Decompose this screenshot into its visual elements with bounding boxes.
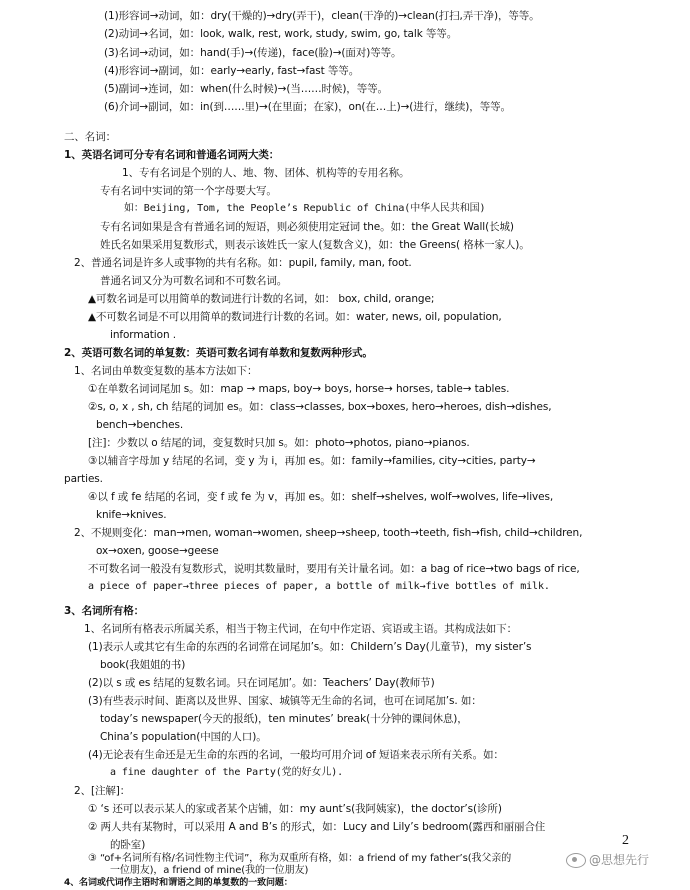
text-line: 不可数名词一般没有复数形式，说明其数量时，要用有关计量名词。如：a bag of rice→two bags of rice, — [88, 563, 580, 575]
watermark-text: @思想先行 — [589, 853, 650, 867]
text-line: 专有名词中实词的第一个字母要大写。 — [100, 185, 277, 197]
text-line: information . — [110, 329, 176, 341]
text-line: 的卧室) — [110, 839, 146, 851]
text-line: book(我姐姐的书) — [100, 659, 186, 671]
text-line: parties. — [64, 473, 103, 485]
page-number: 2 — [622, 833, 629, 848]
text-line: (4)形容词→副词，如：early→early, fast→fast 等等。 — [104, 65, 360, 77]
text-line: ①在单数名词词尾加 s。如：map → maps, boy→ boys, horse→ horses, table→ tables. — [88, 383, 510, 395]
text-line: bench→benches. — [96, 419, 184, 431]
text-line: 1、名词由单数变复数的基本方法如下： — [74, 365, 258, 377]
text-line: (1)表示人或其它有生命的东西的名词常在词尾加’s。如：Childern’s Day(儿童节)，my sister’s — [88, 641, 532, 653]
subsection-heading: 2、英语可数名词的单复数：英语可数名词有单数和复数两种形式。 — [64, 347, 373, 359]
text-line: ② 两人共有某物时，可以采用 A and B’s 的形式，如：Lucy and Lily’s bedroom(露西和丽丽合住 — [88, 821, 546, 833]
text-line: 专有名词如果是含有普通名词的短语，则必须使用定冠词 the。如：the Great Wall(长城) — [100, 221, 514, 233]
text-line: 2、[注解]： — [74, 785, 131, 797]
text-line: 姓氏名如果采用复数形式，则表示该姓氏一家人(复数含义)，如：the Greens( 格林一家人)。 — [100, 239, 530, 251]
subsection-heading: 4、名词或代词作主语时和谓语之间的单复数的一致问题： — [64, 878, 293, 888]
text-line: (4)无论表有生命还是无生命的东西的名词，一般均可用介词 of 短语来表示所有关系。如： — [88, 749, 504, 761]
watermark — [566, 851, 649, 868]
text-line: 1、专有名词是个别的人、地、物、团体、机构等的专用名称。 — [122, 167, 410, 179]
text-line: 2、普通名词是许多人或事物的共有名称。如：pupil, family, man, foot. — [74, 257, 412, 269]
section-heading: 二、名词： — [64, 131, 116, 143]
text-line: ③以辅音字母加 y 结尾的名词，变 y 为 i，再加 es。如：family→families, city→cities, party→ — [88, 455, 536, 467]
text-line: 1、名词所有格表示所属关系，相当于物主代词，在句中作定语、宾语或主语。其构成法如下： — [84, 623, 517, 635]
text-line: ④以 f 或 fe 结尾的名词，变 f 或 fe 为 v，再加 es。如：shelf→shelves, wolf→wolves, life→lives, — [88, 491, 554, 503]
text-line: ▲可数名词是可以用简单的数词进行计数的名词，如： box, child, orange; — [88, 293, 435, 305]
text-line: today’s newspaper(今天的报纸)，ten minutes’ break(十分钟的课间休息)， — [100, 713, 468, 725]
text-line: China’s population(中国的人口)。 — [100, 731, 267, 743]
text-line: [注]：少数以 o 结尾的词，变复数时只加 s。如：photo→photos, piano→pianos. — [88, 437, 470, 449]
text-line: ① ‘s 还可以表示某人的家或者某个店铺，如：my aunt’s(我阿姨家)，the doctor’s(诊所) — [88, 803, 502, 815]
text-line: (6)介词→副词，如：in(到……里)→(在里面；在家)，on(在…上)→(进行，继续)，等等。 — [104, 101, 511, 113]
text-line: ③ “of+名词所有格/名词性物主代词”，称为双重所有格，如：a friend of my father’s(我父亲的 — [88, 853, 512, 864]
text-line: (2)以 s 或 es 结尾的复数名词。只在词尾加’。如：Teachers’ Day(教师节) — [88, 677, 435, 689]
text-line: knife→knives. — [96, 509, 167, 521]
text-line: a fine daughter of the Party(党的好女儿). — [110, 767, 344, 778]
text-line: (2)动词→名词，如：look, walk, rest, work, study, swim, go, talk 等等。 — [104, 28, 458, 40]
text-line: (5)副词→连词，如：when(什么时候)→(当……时候)，等等。 — [104, 83, 388, 95]
text-line: 如：Beijing, Tom, the People’s Republic of China(中华人民共和国) — [124, 203, 486, 214]
text-line: a piece of paper→three pieces of paper, a bottle of milk→five bottles of milk. — [88, 581, 550, 592]
text-line: 2、不规则变化：man→men, woman→women, sheep→sheep, tooth→teeth, fish→fish, child→children, — [74, 527, 583, 539]
text-line: 一位朋友)，a friend of mine(我的一位朋友) — [110, 865, 309, 876]
subsection-heading: 1、英语名词可分专有名词和普通名词两大类： — [64, 149, 280, 161]
text-line: (1)形容词→动词，如：dry(干燥的)→dry(弄干)，clean(干净的)→clean(打扫,弄干净)，等等。 — [104, 10, 540, 22]
subsection-heading: 3、名词所有格： — [64, 605, 145, 617]
text-line: ox→oxen, goose→geese — [96, 545, 219, 557]
weibo-logo-icon — [566, 853, 586, 868]
text-line: (3)有些表示时间、距离以及世界、国家、城镇等无生命的名词，也可在词尾加’s. 如： — [88, 695, 482, 707]
text-line: ②s, o, x , sh, ch 结尾的词加 es。如：class→classes, box→boxes, hero→heroes, dish→dishes, — [88, 401, 552, 413]
text-line: ▲不可数名词是不可以用简单的数词进行计数的名词。如：water, news, oil, population, — [88, 311, 502, 323]
text-line: 普通名词又分为可数名词和不可数名词。 — [100, 275, 288, 287]
text-line: (3)名词→动词，如：hand(手)→(传递)，face(脸)→(面对)等等。 — [104, 47, 402, 59]
